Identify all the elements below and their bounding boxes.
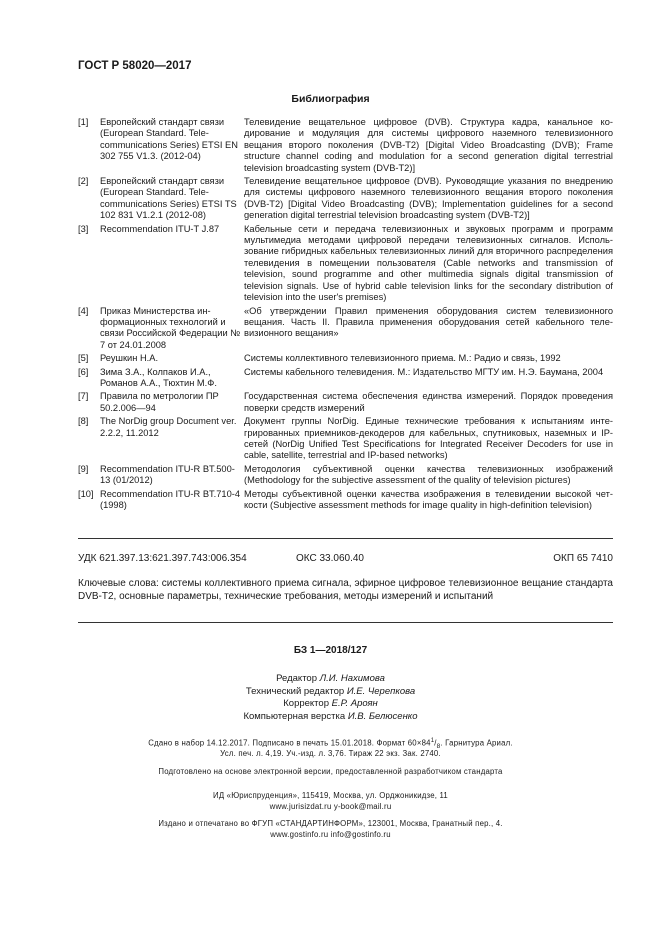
entry-number: [4] bbox=[78, 305, 89, 316]
credit-role: Компьютерная верстка bbox=[243, 710, 346, 722]
entry-source: Recommendation ITU-R BT.500-13 (01/2012) bbox=[100, 463, 235, 486]
credit-name: Е.Р. Ароян bbox=[331, 698, 378, 710]
format-fraction-num: 1 bbox=[430, 738, 435, 744]
bz-code: БЗ 1—2018/127 bbox=[293, 645, 368, 656]
bibliography-title: Библиография bbox=[291, 93, 370, 105]
print-info-text: . Гарнитура Ариал. bbox=[440, 738, 513, 748]
credit-editor bbox=[0, 673, 661, 686]
bibliography-entry bbox=[78, 224, 613, 304]
print-info-line3: Подготовлено на основе электронной версии, предоставленной разработчиком стандарта bbox=[158, 767, 503, 776]
bibliography-entry bbox=[78, 416, 613, 462]
entry-description: Методы субъективной оценки качества изображения в телевидении высокой четкости (Subjective assessment methods for image quality in high-definition television) bbox=[244, 488, 613, 510]
entry-description: Документ группы NorDig. Единые технические требования к испытаниям интегрированных приемников-декодеров для кабельных, спутниковых, наземных и IP-сетей (NorDig Unified Test Specifications for Integrated Receiver Decoders for use in cable, satellite, terrestrial and IP-based networks) bbox=[244, 416, 613, 461]
print-info-text: Сдано в набор 14.12.2017. Подписано в печать 15.01.2018. Формат 60×84 bbox=[148, 738, 431, 748]
entry-number: [6] bbox=[78, 366, 89, 377]
format-fraction-den: 8 bbox=[436, 743, 441, 751]
entry-source: Европейский стандарт связи (European Standard. Telecommunications Series) ETSI TS 102 831 V1.2.1 (2012-08) bbox=[100, 176, 237, 221]
entry-description: Кабельные сети и передача телевизионных и звуковых программ и программ мультимедиа методами цифровой передачи телевизионных сигналов. Использование гибридных кабельных телевизионных линий для вторичного распределения телевидения в помещении пользователя (Cable networks and transmission of television, sound programme and other multimedia signals digital transmission of television signals. Use of hybrid cable television links for the secondary distribution of television into the user's premises) bbox=[244, 223, 613, 303]
entry-source: Зима З.А., Колпаков И.А., Романов А.А., Тюхтин М.Ф. bbox=[100, 366, 217, 388]
entry-number: [2] bbox=[78, 176, 89, 187]
credit-name: И.В. Белюсенко bbox=[347, 710, 418, 722]
bibliography-entry bbox=[78, 306, 613, 352]
credit-role: Технический редактор bbox=[245, 685, 345, 697]
entry-description: Государственная система обеспечения единства измерений. Порядок проведения поверки средств измерений bbox=[244, 391, 613, 413]
entry-number: [7] bbox=[78, 391, 89, 402]
entry-source: Приказ Министерства информационных технологий и связи Российской Федерации № 7 от 24.01.2008 bbox=[100, 305, 241, 350]
publisher-line1: ИД «Юриспруденция», 115419, Москва, ул. Орджоникидзе, 11 bbox=[213, 791, 448, 800]
entry-source: Реушкин Н.А. bbox=[100, 353, 159, 364]
bibliography-entry bbox=[78, 176, 613, 222]
publisher-line4: www.gostinfo.ru info@gostinfo.ru bbox=[270, 830, 391, 839]
udk-code: УДК 621.397.13:621.397.743:006.354 bbox=[78, 553, 247, 564]
credit-name: Л.И. Нахимова bbox=[319, 673, 385, 684]
document-code: ГОСТ Р 58020—2017 bbox=[78, 60, 192, 72]
entry-source: Европейский стандарт связи (European Standard. Telecommunications Series) ETSI EN 302 755 V1.3. (2012-04) bbox=[100, 117, 238, 162]
entry-number: [5] bbox=[78, 353, 89, 364]
entry-description: «Об утверждении Правил применения оборудования систем телевизионного вещания. Часть II. Правила применения оборудования сетей кабельного телевизионного вещания» bbox=[244, 305, 613, 339]
oks-code: ОКС 33.060.40 bbox=[296, 553, 364, 564]
credit-layout bbox=[0, 711, 661, 724]
credit-name: И.Е. Черепкова bbox=[346, 685, 416, 697]
entry-number: [9] bbox=[78, 463, 89, 474]
entry-source: The NorDig group Document ver. 2.2.2, 11.2012 bbox=[100, 416, 237, 438]
credit-role: Редактор bbox=[276, 673, 318, 684]
okp-code: ОКП 65 7410 bbox=[553, 553, 613, 564]
entry-number: [8] bbox=[78, 416, 89, 427]
entry-description: Телевидение вещательное цифровое (DVB). Структура кадра, канальное кодирование и модуляция для системы цифрового наземного телевизионного вещания второго поколения (DVB-T2) [Digital Video Broadcasting (DVB); Frame structure channel coding and modulation for a second generation digital terrestrial television broadcasting system (DVB-T2)] bbox=[244, 117, 613, 173]
keywords: Ключевые слова: системы коллективного приема сигнала, эфирное цифровое телевизионное вещание стандарта DVB-T2, основные параметры, технические требования, методы измерений и испытаний bbox=[78, 578, 613, 602]
bibliography-entry bbox=[78, 367, 613, 390]
divider-bottom bbox=[78, 622, 613, 623]
bibliography-entry bbox=[78, 353, 613, 364]
print-info-line2: Усл. печ. л. 4,19. Уч.-изд. л. 3,76. Тираж 22 экз. Зак. 2740. bbox=[220, 749, 441, 758]
credit-tech-editor bbox=[0, 686, 661, 699]
bibliography-entry bbox=[78, 117, 613, 174]
entry-number: [10] bbox=[78, 488, 94, 499]
entry-number: [3] bbox=[78, 223, 89, 234]
publisher-line2: www.jurisizdat.ru y-book@mail.ru bbox=[269, 802, 392, 811]
bibliography-entry bbox=[78, 391, 613, 414]
entry-source: Recommendation ITU-T J.87 bbox=[100, 223, 220, 234]
entry-description: Телевидение вещательное цифровое (DVB). Руководящие указания по внедрению для системы цифрового наземного телевизионного вещания второго поколения (DVB-T2) [Digital Video Broadcasting (DVB); Implementation guidelines for a second generation digital terrestrial television broadcasting system (DVB-T2)] bbox=[244, 176, 613, 221]
bibliography-entry bbox=[78, 464, 613, 487]
entry-description: Системы коллективного телевизионного приема. М.: Радио и связь, 1992 bbox=[244, 353, 561, 364]
divider-top bbox=[78, 538, 613, 539]
credit-role: Корректор bbox=[283, 698, 329, 710]
publisher-line3: Издано и отпечатано во ФГУП «СТАНДАРТИНФОРМ», 123001, Москва, Гранатный пер., 4. bbox=[158, 819, 503, 828]
classification-row bbox=[78, 553, 613, 564]
entry-source: Правила по метрологии ПР 50.2.006—94 bbox=[100, 391, 219, 413]
entry-number: [1] bbox=[78, 117, 89, 127]
entry-source: Recommendation ITU-R BT.710-4 (1998) bbox=[100, 488, 241, 510]
entry-description: Системы кабельного телевидения. М.: Издательство МГТУ им. Н.Э. Баумана, 2004 bbox=[244, 366, 604, 377]
credit-proofreader bbox=[0, 698, 661, 711]
credits bbox=[0, 673, 661, 723]
print-info-line1: Сдано в набор 14.12.2017. Подписано в печать 15.01.2018. Формат $60\times 84^1/_8$. Гарнитура Ариал. bbox=[148, 738, 513, 751]
bibliography-list bbox=[78, 117, 613, 513]
bibliography-entry bbox=[78, 489, 613, 512]
entry-description: Методология субъективной оценки качества телевизионных изображений (Methodology for the subjective assessment of the quality of television pictures) bbox=[244, 463, 613, 486]
